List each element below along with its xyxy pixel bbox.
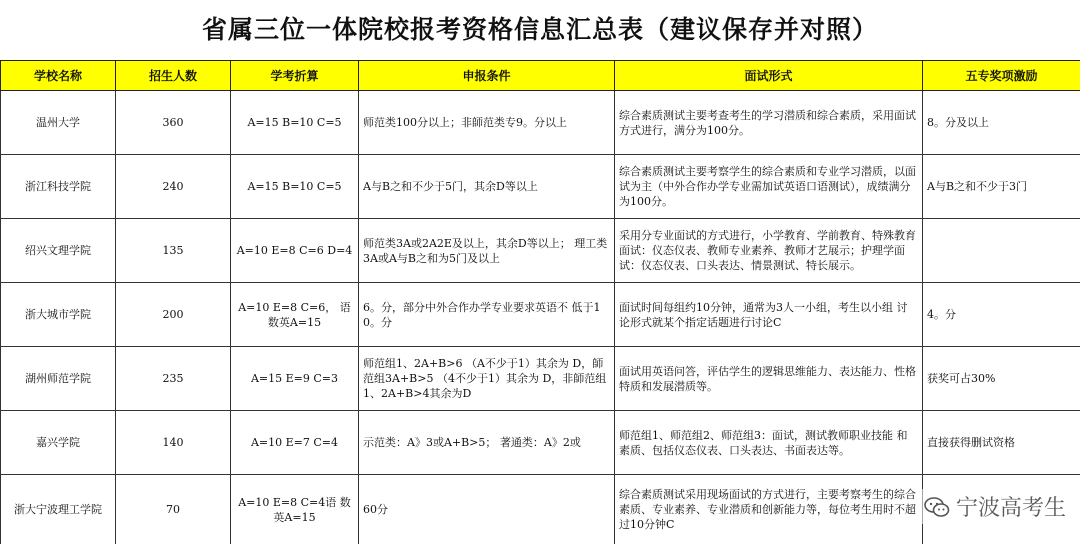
application-conditions: A与B之和不少于5门，其余D等以上	[359, 155, 615, 219]
table-row	[1, 91, 1080, 155]
award-incentive: 获奖可占30%	[923, 347, 1080, 411]
school-name: 浙大宁波理工学院	[1, 475, 116, 544]
enrollment-count: 235	[116, 347, 231, 411]
interview-format: 综合素质测试主要考查考生的学习潜质和综合素质，采用面试方式进行，满分为100分。	[615, 91, 923, 155]
interview-format: 综合素质测试采用现场面试的方式进行，主要考察考生的综合素质、专业素养、专业潜质和创新能力等，每位考生用时不超过10分钟C	[615, 475, 923, 544]
award-incentive	[923, 219, 1080, 283]
header-school: 学校名称	[1, 61, 116, 91]
application-conditions: 60分	[359, 475, 615, 544]
table-row	[1, 411, 1080, 475]
score-conversion: A=15 B=10 C=5	[231, 155, 359, 219]
account-watermark	[920, 489, 1070, 524]
score-conversion: A=15 B=10 C=5	[231, 91, 359, 155]
application-conditions: 师范类3A或2A2E及以上，其余D等以上； 理工类3A或A与B之和为5门及以上	[359, 219, 615, 283]
award-incentive: 8。分及以上	[923, 91, 1080, 155]
enrollment-count: 200	[116, 283, 231, 347]
application-conditions: 示范类：A》3或A+B>5； 著通类：A》2或	[359, 411, 615, 475]
award-incentive: 4。分	[923, 283, 1080, 347]
interview-format: 采用分专业面试的方式进行，小学教育、学前教育、特殊教育面试：仪态仪表、教师专业素养、教师才艺展示；护理学面试：仪态仪表、口头表达、情景测试、特长展示。	[615, 219, 923, 283]
score-conversion: A=10 E=8 C=4语 数英A=15	[231, 475, 359, 544]
award-incentive: 直接获得删试资格	[923, 411, 1080, 475]
application-conditions: 6。分，部分中外合作办学专业要求英语不 低于10。分	[359, 283, 615, 347]
school-name: 浙大城市学院	[1, 283, 116, 347]
school-name: 浙江科技学院	[1, 155, 116, 219]
award-incentive: A与B之和不少于3门	[923, 155, 1080, 219]
interview-format: 面试用英语问答，评估学生的逻辑思维能力、表达能力、性格特质和发展潜质等。	[615, 347, 923, 411]
enrollment-count: 240	[116, 155, 231, 219]
table-row	[1, 347, 1080, 411]
interview-format: 综合素质测试主要考察学生的综合素质和专业学习潜质，以面试为主（中外合作办学专业需加试英语口语测试），成绩满分为100分。	[615, 155, 923, 219]
table-row	[1, 283, 1080, 347]
school-name: 绍兴文理学院	[1, 219, 116, 283]
score-conversion: A=15 E=9 C=3	[231, 347, 359, 411]
table-row	[1, 219, 1080, 283]
school-name: 温州大学	[1, 91, 116, 155]
interview-format: 面试时间每组约10分钟，通常为3人一小组，考生以小组 讨论形式就某个指定话题进行讨论C	[615, 283, 923, 347]
enrollment-count: 135	[116, 219, 231, 283]
score-conversion: A=10 E=8 C=6 D=4	[231, 219, 359, 283]
table-row	[1, 155, 1080, 219]
application-conditions: 师范类100分以上；非師范类专9。分以上	[359, 91, 615, 155]
table-row	[1, 475, 1080, 544]
score-conversion: A=10 E=8 C=6， 语数英A=15	[231, 283, 359, 347]
enrollment-count: 360	[116, 91, 231, 155]
application-conditions: 师范组1、2A+B>6 （A不少于1）其余为 D，師范组3A+B>5 （4不少于1）其余为 D，非師范组1、2A+B>4其余为D	[359, 347, 615, 411]
watermark-label: 宁波高考生	[955, 496, 1066, 521]
score-conversion: A=10 E=7 C=4	[231, 411, 359, 475]
wechat-icon	[924, 496, 950, 518]
info-table	[0, 60, 1080, 544]
interview-format: 师范组1、师范组2、师范组3：面试，测试教师职业技能 和素质、包括仪态仪表、口头表达、书面表达等。	[615, 411, 923, 475]
header-count: 招生人数	[116, 61, 231, 91]
enrollment-count: 70	[116, 475, 231, 544]
school-name: 嘉兴学院	[1, 411, 116, 475]
header-conditions: 申报条件	[359, 61, 615, 91]
table-header-row	[1, 61, 1080, 91]
header-awards: 五专奖项激励	[923, 61, 1080, 91]
header-interview: 面试形式	[615, 61, 923, 91]
header-conversion: 学考折算	[231, 61, 359, 91]
school-name: 湖州师范学院	[1, 347, 116, 411]
page-title: 省属三位一体院校报考资格信息汇总表（建议保存并对照）	[201, 15, 878, 44]
enrollment-count: 140	[116, 411, 231, 475]
